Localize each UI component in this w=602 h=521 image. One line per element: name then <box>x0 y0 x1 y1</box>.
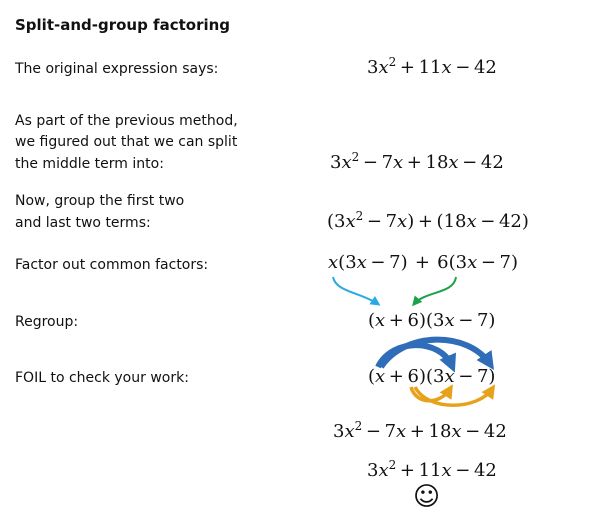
split-middle-expression <box>330 151 504 175</box>
smiley-icon: ☺ <box>413 482 441 512</box>
original-expression <box>367 56 497 80</box>
step-5-label: Regroup: <box>15 314 79 330</box>
page-title: Split-and-group factoring <box>15 16 231 34</box>
term: $3x^2 - 7x + 18x - 42$ <box>333 419 507 442</box>
foil-arc-6-to-7 <box>415 387 492 405</box>
step-1-label: The original expression says: <box>15 61 219 77</box>
term: x(3x − 7) + 6(3x − 7) <box>328 252 519 273</box>
foil-result-final <box>367 459 497 483</box>
foil-arc-first-to-3x <box>378 345 452 367</box>
regrouped-expression <box>368 309 495 333</box>
step-6-label: FOIL to check your work: <box>15 370 189 386</box>
foil-arc-6-to-3x <box>411 387 450 401</box>
term: $3x^2 + 11x - 42$ <box>367 458 497 481</box>
step-3-label-line-1: Now, group the first two <box>15 193 185 209</box>
step-2-label-line-2: we figured out that we can split <box>15 134 238 150</box>
foil-expression <box>368 365 495 389</box>
arrow-6-to-regroup <box>414 277 456 304</box>
term: (x + 6)(3x − 7) <box>368 366 496 387</box>
foil-arc-first-to-7 <box>381 340 490 367</box>
term: $3x^2 - 7x + 18x - 42$ <box>330 150 504 173</box>
term: $3x^2 + 11x - 42$ <box>367 55 497 78</box>
foil-result-expanded <box>333 420 507 444</box>
step-3-label-line-2: and last two terms: <box>15 215 151 231</box>
step-2-label-line-1: As part of the previous method, <box>15 113 238 129</box>
arrow-x-to-regroup <box>333 277 378 304</box>
term: $(3x^2 - 7x) + (18x - 42)$ <box>327 209 529 232</box>
term: (x + 6)(3x − 7) <box>368 310 496 331</box>
grouped-expression <box>327 210 529 234</box>
factored-out-expression <box>328 251 518 275</box>
step-2-label-line-3: the middle term into: <box>15 156 164 172</box>
step-4-label: Factor out common factors: <box>15 257 209 273</box>
